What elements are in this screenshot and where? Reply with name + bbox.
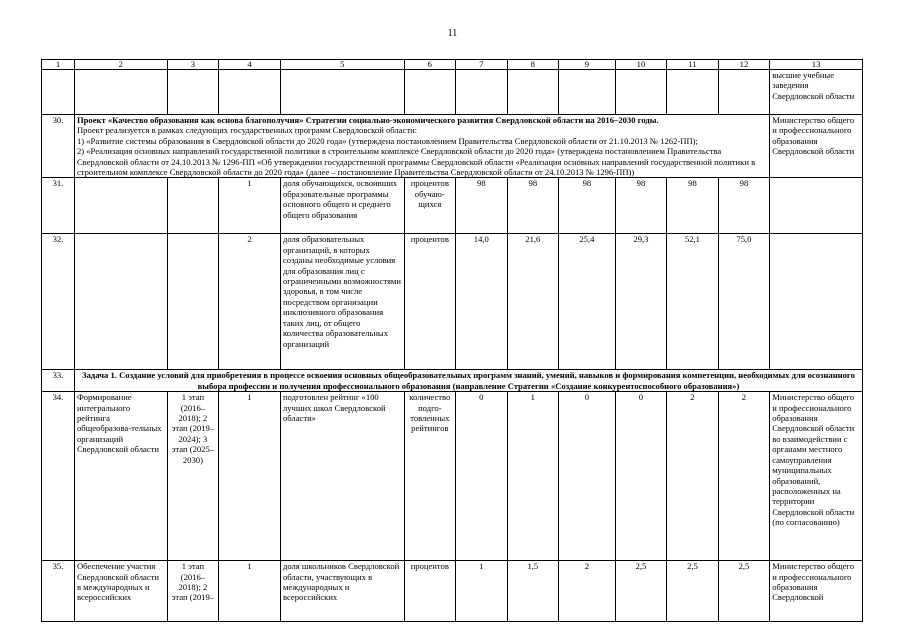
table-row	[42, 370, 863, 392]
value-cell: 98	[507, 178, 559, 234]
value-cell: 1,5	[507, 561, 559, 622]
value-cell: 0	[559, 392, 616, 561]
value-cell: 75,0	[718, 234, 770, 370]
value-cell: 98	[456, 178, 508, 234]
stage-cell: 1 этап (2016–2018); 2 этап (2019–2024); 3 этап (2025–2030)	[167, 392, 219, 561]
value-cell: 52,1	[667, 234, 719, 370]
executor-cell: Министерство общего и профессионального образования Свердловской области во взаимодействии с органами местного самоуправления муниципальных образований, расположенных на территории Свердловской области (по согласованию)	[770, 392, 863, 561]
table-row	[42, 392, 863, 561]
value-cell: 2	[559, 561, 616, 622]
executor-cell: Министерство общего и профессионального образования Свердловской области	[770, 115, 863, 178]
executor-cell: Министерство общего и профессионального образования Свердловской	[770, 561, 863, 622]
value-cell: 21,6	[507, 234, 559, 370]
value-cell: 25,4	[559, 234, 616, 370]
header-cell: 3	[167, 60, 219, 70]
row-number: 33.	[42, 370, 75, 392]
value-cell: 0	[456, 392, 508, 561]
task-heading: Задача 1. Создание условий для приобретения в процессе освоения основных общеобразовательных программ знаний, умений, навыков и формирования компетенции, необходимых для осознанного выбора профессии и получения профессионального образования (направление Стратегии «Создание конкурентоспособного образования»)	[74, 370, 862, 392]
row-number: 30.	[42, 115, 75, 178]
stage-cell: 1 этап (2016–2018); 2 этап (2019–	[167, 561, 219, 622]
header-cell: 7	[456, 60, 508, 70]
value-cell: 98	[559, 178, 616, 234]
row-number: 31.	[42, 178, 75, 234]
value-cell: 98	[667, 178, 719, 234]
value-cell: 2,5	[615, 561, 667, 622]
header-cell: 12	[718, 60, 770, 70]
header-cell: 10	[615, 60, 667, 70]
indicator-name: доля образовательных организаций, в которых созданы необходимые условия для образования лиц с ограниченными возможностями здоровья, в том числе посредством организации инклюзивного образования таких лиц, от общего количества образовательных организаций	[280, 234, 404, 370]
unit-cell: процентов	[404, 561, 456, 622]
header-cell: 5	[280, 60, 404, 70]
header-cell: 1	[42, 60, 75, 70]
value-cell: 98	[615, 178, 667, 234]
value-cell: 0	[615, 392, 667, 561]
project-cell	[74, 115, 769, 178]
project-line: Проект реализуется в рамках следующих государственных программ Свердловской области:	[76, 125, 418, 136]
indicator-name: доля обучающихся, освоивших образовательные программы основного общего и среднего общего образования	[280, 178, 404, 234]
row-number: 35.	[42, 561, 75, 622]
header-cell: 13	[770, 60, 863, 70]
header-cell: 2	[74, 60, 167, 70]
project-title: Проект «Качество образования как основа благополучия» Стратегии социально-экономического развития Свердловской области на 2016–2030 годы.	[76, 115, 659, 125]
value-cell: 1	[507, 392, 559, 561]
activity-name: Формирование интегрального рейтинга общеобразова-тельных организаций Свердловской области	[74, 392, 167, 561]
activity-name: Обеспечение участия Свердловской области в международных и всероссийских	[74, 561, 167, 622]
value-cell: 98	[718, 178, 770, 234]
page-number: 11	[447, 28, 458, 39]
unit-cell: процентов обучаю-щихся	[404, 178, 456, 234]
table-row	[42, 234, 863, 370]
target-index: 1	[219, 561, 281, 622]
value-cell: 2	[718, 392, 770, 561]
target-index: 2	[219, 234, 281, 370]
header-cell: 9	[559, 60, 616, 70]
unit-cell: процентов	[404, 234, 456, 370]
table-row	[42, 115, 863, 178]
value-cell: 2	[667, 392, 719, 561]
target-index: 1	[219, 178, 281, 234]
value-cell: 2,5	[718, 561, 770, 622]
project-line: 1) «Развитие системы образования в Свердловской области до 2020 года» (утверждена постановлением Правительства Свердловской области от 21.10.2013 № 1262-ПП);	[76, 135, 698, 146]
table-row	[42, 70, 863, 115]
header-cell: 6	[404, 60, 456, 70]
executor-cell: высшие учебные заведения Свердловской области	[770, 70, 863, 115]
value-cell: 29,3	[615, 234, 667, 370]
value-cell: 14,0	[456, 234, 508, 370]
project-line: 2) «Реализация основных направлений государственной политики в строительном комплексе Свердловской области до 2020 года» (утверждена постановлением Правительства Свердловской области от 24.10.2013 № 1296-ПП «Об утверждении государственной программы Свердловской области «Реализация основных направлений государственной политики в строительном комплексе Свердловской области до 2020 года» (далее – постановление Правительства Свердловской области от 24.10.2013 № 1296-ПП))	[76, 146, 756, 178]
header-row	[42, 60, 863, 70]
row-number: 32.	[42, 234, 75, 370]
value-cell: 2,5	[667, 561, 719, 622]
target-index: 1	[219, 392, 281, 561]
row-number: 34.	[42, 392, 75, 561]
indicator-name: подготовлен рейтинг «100 лучших школ Свердловской области»	[280, 392, 404, 561]
table-row	[42, 561, 863, 622]
unit-cell: количество подго-товленных рейтингов	[404, 392, 456, 561]
plan-table	[41, 59, 863, 622]
table-row	[42, 178, 863, 234]
header-cell: 11	[667, 60, 719, 70]
header-cell: 4	[219, 60, 281, 70]
header-cell: 8	[507, 60, 559, 70]
value-cell: 1	[456, 561, 508, 622]
indicator-name: доля школьников Свердловской области, участвующих в международных и всероссийских	[280, 561, 404, 622]
